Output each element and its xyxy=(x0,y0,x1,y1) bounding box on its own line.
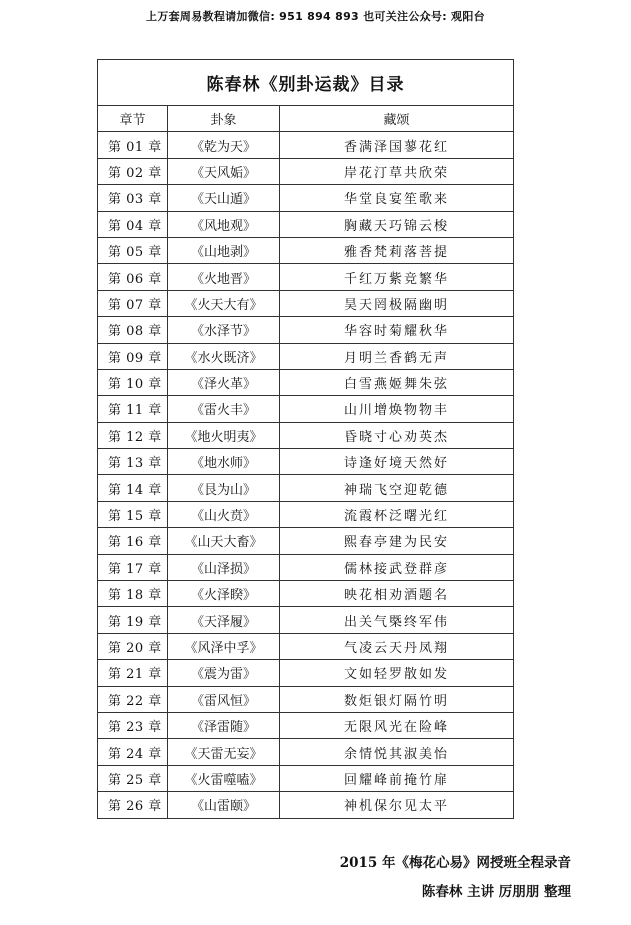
poem-cell: 气凌云天丹凤翔 xyxy=(280,633,514,659)
table-row xyxy=(98,475,514,501)
table-row xyxy=(98,501,514,527)
chapter-cell: 第 15 章 xyxy=(98,501,168,527)
table-row xyxy=(98,237,514,263)
poem-cell: 昏晓寸心劝英杰 xyxy=(280,422,514,448)
poem-cell: 儒林接武登群彦 xyxy=(280,554,514,580)
gua-cell: 《水泽节》 xyxy=(168,317,280,343)
table-row xyxy=(98,765,514,791)
poem-cell: 香满泽国蓼花红 xyxy=(280,132,514,158)
chapter-cell: 第 10 章 xyxy=(98,369,168,395)
gua-cell: 《山天大畜》 xyxy=(168,528,280,554)
poem-cell: 无限风光在险峰 xyxy=(280,712,514,738)
gua-cell: 《火泽睽》 xyxy=(168,581,280,607)
gua-cell: 《风地观》 xyxy=(168,211,280,237)
gua-cell: 《风泽中孚》 xyxy=(168,633,280,659)
chapter-cell: 第 05 章 xyxy=(98,237,168,263)
gua-cell: 《雷风恒》 xyxy=(168,686,280,712)
poem-cell: 华堂良宴笙歌来 xyxy=(280,185,514,211)
chapter-cell: 第 17 章 xyxy=(98,554,168,580)
table-row xyxy=(98,317,514,343)
chapter-cell: 第 14 章 xyxy=(98,475,168,501)
header-poem: 藏颂 xyxy=(280,106,514,132)
poem-cell: 山川增焕物物丰 xyxy=(280,396,514,422)
table-row xyxy=(98,712,514,738)
gua-cell: 《天山遁》 xyxy=(168,185,280,211)
poem-cell: 文如轻罗散如发 xyxy=(280,660,514,686)
toc-table xyxy=(97,59,514,819)
chapter-cell: 第 09 章 xyxy=(98,343,168,369)
table-row xyxy=(98,158,514,184)
gua-cell: 《山火贲》 xyxy=(168,501,280,527)
footer-course-line: 2015 年《梅花心易》网授班全程录音 xyxy=(339,855,571,871)
chapter-cell: 第 21 章 xyxy=(98,660,168,686)
chapter-cell: 第 24 章 xyxy=(98,739,168,765)
table-row xyxy=(98,369,514,395)
header-row xyxy=(98,106,514,132)
gua-cell: 《地火明夷》 xyxy=(168,422,280,448)
table-row xyxy=(98,449,514,475)
table-row xyxy=(98,581,514,607)
table-row xyxy=(98,396,514,422)
chapter-cell: 第 16 章 xyxy=(98,528,168,554)
poem-cell: 胸藏天巧锦云梭 xyxy=(280,211,514,237)
chapter-cell: 第 20 章 xyxy=(98,633,168,659)
gua-cell: 《艮为山》 xyxy=(168,475,280,501)
chapter-cell: 第 13 章 xyxy=(98,449,168,475)
footer-credits-line: 陈春林 主讲 厉朋朋 整理 xyxy=(421,884,571,900)
top-banner: 上万套周易教程请加微信: 951 894 893 也可关注公众号: 观阳台 xyxy=(146,10,485,23)
table-row xyxy=(98,343,514,369)
gua-cell: 《火地晋》 xyxy=(168,264,280,290)
poem-cell: 回耀峰前掩竹扉 xyxy=(280,765,514,791)
poem-cell: 诗逢好境天然好 xyxy=(280,449,514,475)
table-row xyxy=(98,686,514,712)
chapter-cell: 第 22 章 xyxy=(98,686,168,712)
chapter-cell: 第 03 章 xyxy=(98,185,168,211)
table-row xyxy=(98,132,514,158)
table-title: 陈春林《别卦运裁》目录 xyxy=(98,60,514,106)
chapter-cell: 第 11 章 xyxy=(98,396,168,422)
gua-cell: 《泽雷随》 xyxy=(168,712,280,738)
gua-cell: 《泽火革》 xyxy=(168,369,280,395)
chapter-cell: 第 08 章 xyxy=(98,317,168,343)
chapter-cell: 第 07 章 xyxy=(98,290,168,316)
gua-cell: 《山雷颐》 xyxy=(168,792,280,818)
table-row xyxy=(98,607,514,633)
poem-cell: 映花相劝酒题名 xyxy=(280,581,514,607)
title-row xyxy=(98,60,514,106)
poem-cell: 华容时菊耀秋华 xyxy=(280,317,514,343)
gua-cell: 《震为雷》 xyxy=(168,660,280,686)
table-row xyxy=(98,792,514,818)
poem-cell: 雅香梵莉落菩提 xyxy=(280,237,514,263)
gua-cell: 《山地剥》 xyxy=(168,237,280,263)
poem-cell: 余情悦其淑美怡 xyxy=(280,739,514,765)
chapter-cell: 第 26 章 xyxy=(98,792,168,818)
table-row xyxy=(98,633,514,659)
table-row xyxy=(98,264,514,290)
poem-cell: 神机保尔见太平 xyxy=(280,792,514,818)
table-row xyxy=(98,422,514,448)
gua-cell: 《火雷噬嗑》 xyxy=(168,765,280,791)
chapter-cell: 第 23 章 xyxy=(98,712,168,738)
chapter-cell: 第 18 章 xyxy=(98,581,168,607)
poem-cell: 出关气槩终军伟 xyxy=(280,607,514,633)
table-row xyxy=(98,185,514,211)
chapter-cell: 第 04 章 xyxy=(98,211,168,237)
header-gua: 卦象 xyxy=(168,106,280,132)
poem-cell: 岸花汀草共欣荣 xyxy=(280,158,514,184)
chapter-cell: 第 01 章 xyxy=(98,132,168,158)
gua-cell: 《火天大有》 xyxy=(168,290,280,316)
poem-cell: 数炬银灯隔竹明 xyxy=(280,686,514,712)
table-row xyxy=(98,528,514,554)
chapter-cell: 第 19 章 xyxy=(98,607,168,633)
chapter-cell: 第 02 章 xyxy=(98,158,168,184)
table-row xyxy=(98,554,514,580)
gua-cell: 《雷火丰》 xyxy=(168,396,280,422)
gua-cell: 《山泽损》 xyxy=(168,554,280,580)
gua-cell: 《天风姤》 xyxy=(168,158,280,184)
gua-cell: 《地水师》 xyxy=(168,449,280,475)
header-chapter: 章节 xyxy=(98,106,168,132)
gua-cell: 《天泽履》 xyxy=(168,607,280,633)
poem-cell: 昊天罔极隔幽明 xyxy=(280,290,514,316)
poem-cell: 神瑞飞空迎乾德 xyxy=(280,475,514,501)
gua-cell: 《天雷无妄》 xyxy=(168,739,280,765)
gua-cell: 《乾为天》 xyxy=(168,132,280,158)
gua-cell: 《水火既济》 xyxy=(168,343,280,369)
poem-cell: 白雪燕姬舞朱弦 xyxy=(280,369,514,395)
chapter-cell: 第 25 章 xyxy=(98,765,168,791)
toc-body xyxy=(98,132,514,818)
chapter-cell: 第 12 章 xyxy=(98,422,168,448)
chapter-cell: 第 06 章 xyxy=(98,264,168,290)
poem-cell: 千红万紫竞繁华 xyxy=(280,264,514,290)
table-row xyxy=(98,211,514,237)
table-row xyxy=(98,290,514,316)
table-row xyxy=(98,739,514,765)
poem-cell: 熙春亭建为民安 xyxy=(280,528,514,554)
table-row xyxy=(98,660,514,686)
poem-cell: 月明兰香鹤无声 xyxy=(280,343,514,369)
poem-cell: 流霞杯泛曙光红 xyxy=(280,501,514,527)
